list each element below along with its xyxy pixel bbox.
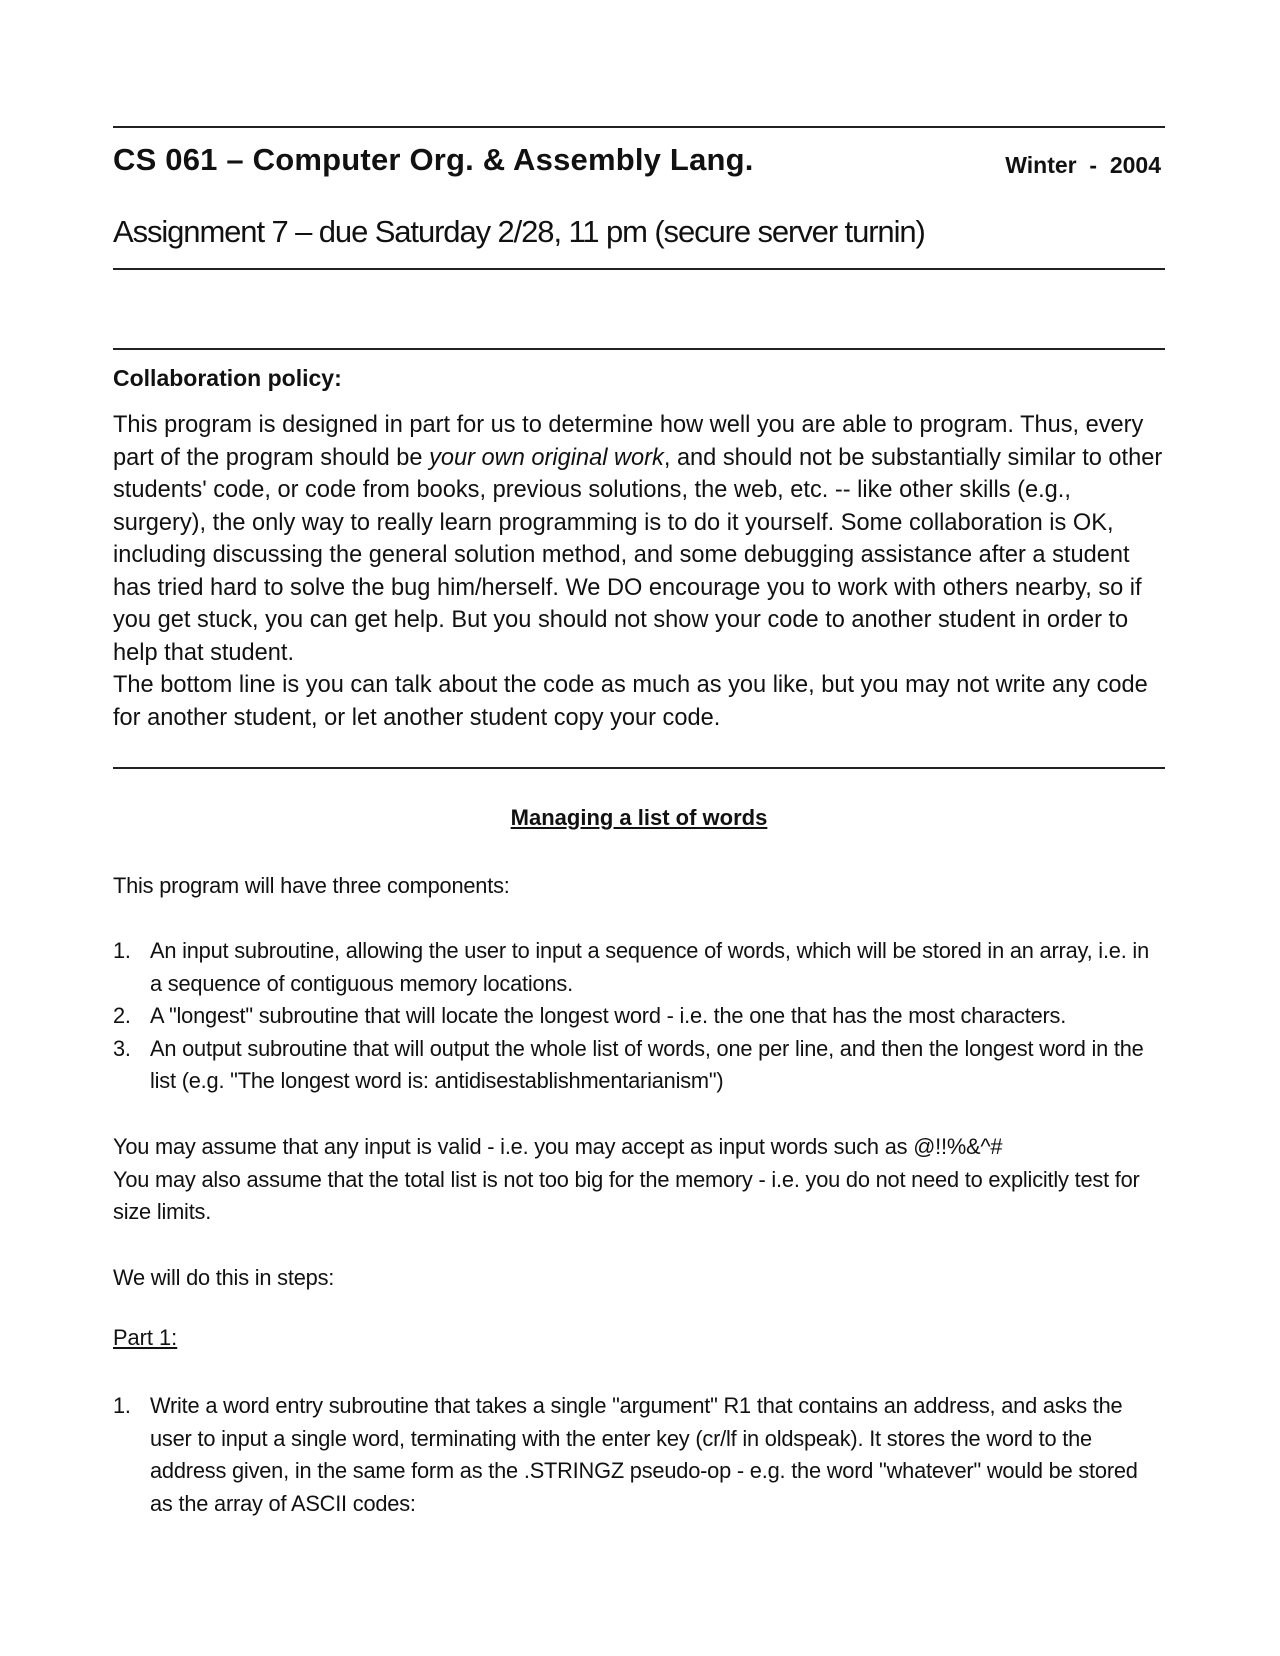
collaboration-paragraph-1: This program is designed in part for us to determine how well you are able to program. Thus, every part of the program should be your own original work, and should not be substantially similar to other students' code, or code from books, previous solutions, the web, etc. -- like other skills (e.g., surgery), the only way to really learn programming is to do it yourself. Some collaboration is OK, including discussing the general solution method, and some debugging assistance after a student has tried hard to solve the bug him/herself. We DO encourage you to work with others nearby, so if you get stuck, you can get help. But you should not show your code to another student in order to help that student. — [113, 412, 1163, 666]
collaboration-paragraph-2: The bottom line is you can talk about the code as much as you like, but you may not write any code for another student, or let another student copy your code. — [113, 672, 1148, 731]
assumption-memory-size: You may also assume that the total list is not too big for the memory - i.e. you do not need to explicitly test for size limits. — [113, 1166, 1140, 1225]
assumption-valid-input: You may assume that any input is valid - i.e. you may accept as input words such as @!!%&^# — [113, 1134, 1003, 1159]
list-item: 3. An output subroutine that will output the whole list of words, one per line, and then the longest word in the list (e.g. "The longest word is: antidisestablishmentarianism") — [113, 1035, 1144, 1094]
part-1-list — [113, 1390, 1165, 1520]
list-item: 1. Write a word entry subroutine that takes a single "argument" R1 that contains an address, and asks the user to input a single word, terminating with the enter key (cr/lf in oldspeak). It stores the word to the address given, in the same form as the .STRINGZ pseudo-op - e.g. the word "whatever" would be stored as the array of ASCII codes: — [113, 1393, 1138, 1516]
term-label: Winter - 2004 — [1005, 152, 1161, 178]
part-1-label: Part 1: — [113, 1325, 178, 1350]
collab-top-rule — [113, 348, 1165, 350]
list-item: 2. A "longest" subroutine that will locate the longest word - i.e. the one that has the most characters. — [113, 1003, 1067, 1029]
collaboration-heading: Collaboration policy: — [113, 365, 342, 391]
list-item: 1. An input subroutine, allowing the user to input a sequence of words, which will be stored in an array, i.e. in a sequence of contiguous memory locations. — [113, 938, 1149, 996]
section-title: Managing a list of words — [510, 805, 768, 830]
assumptions — [113, 1131, 1165, 1229]
emphasis-original-work: your own original work — [429, 444, 664, 471]
header-top-rule — [113, 126, 1165, 128]
header-bottom-rule — [113, 268, 1165, 270]
collaboration-policy-text — [113, 409, 1165, 734]
components-list — [113, 935, 1165, 1098]
document-page — [113, 0, 1165, 1656]
course-title: CS 061 – Computer Org. & Assembly Lang. — [113, 142, 754, 177]
components-intro: This program will have three components: — [113, 873, 510, 898]
assignment-title: Assignment 7 – due Saturday 2/28, 11 pm (secure server turnin) — [113, 214, 925, 249]
steps-intro: We will do this in steps: — [113, 1265, 335, 1290]
collab-bottom-rule — [113, 767, 1165, 769]
